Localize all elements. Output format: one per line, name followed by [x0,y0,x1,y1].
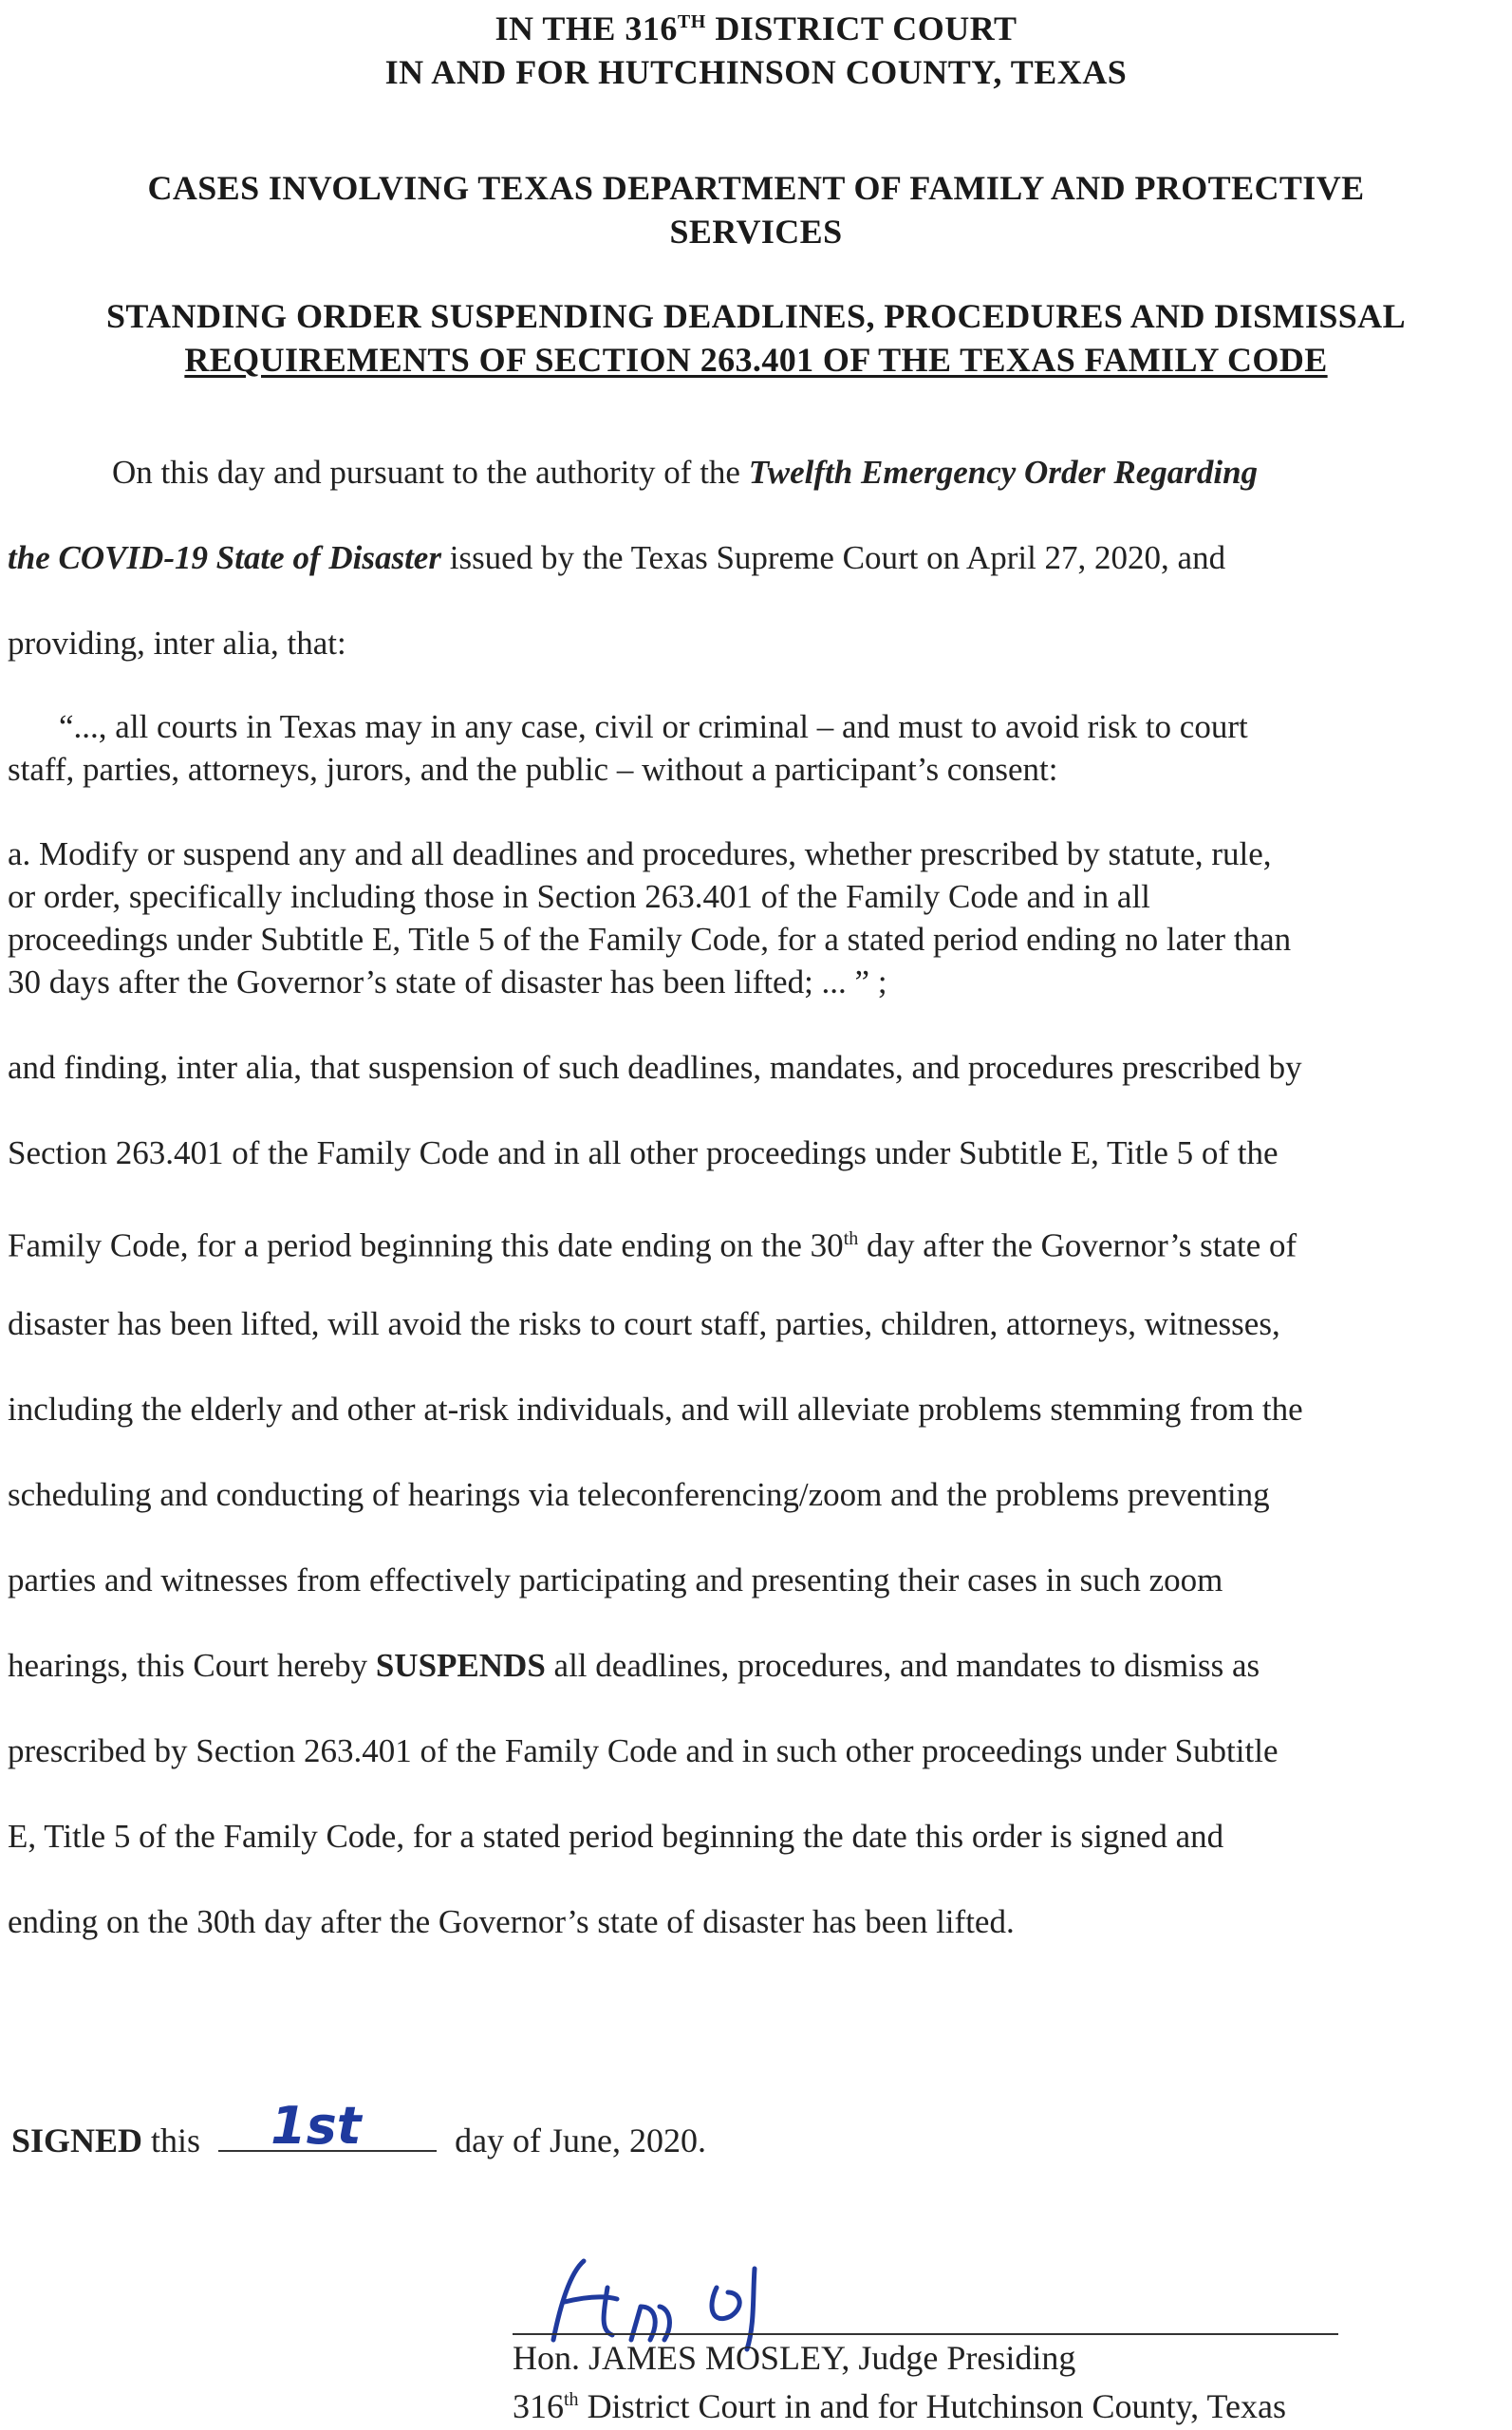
signed-date-line: SIGNED this 1st day of June, 2020. [11,2096,707,2159]
finding-line-4: disaster has been lifted, will avoid the risks to court staff, parties, children, attorneys, witnesses, [8,1305,1280,1342]
quote-item-a-line-3: proceedings under Subtitle E, Title 5 of the Family Code, for a stated period ending no later than [8,921,1292,958]
suspends-emphasis: SUSPENDS [375,1647,546,1684]
finding-line-8: hearings, this Court hereby SUSPENDS all deadlines, procedures, and mandates to dismiss as [8,1647,1260,1684]
judge-court: 316th District Court in and for Hutchinson County, Texas [513,2387,1286,2425]
finding-line-2: Section 263.401 of the Family Code and in all other proceedings under Subtitle E, Title 5 of the [8,1134,1279,1171]
cases-heading: CASES INVOLVING TEXAS DEPARTMENT OF FAMILY AND PROTECTIVE SERVICES [147,169,1365,251]
quote-line-2: staff, parties, attorneys, jurors, and the public – without a participant’s consent: [8,751,1058,788]
judge-name: Hon. JAMES MOSLEY, Judge Presiding [513,2339,1076,2377]
intro-line-1: On this day and pursuant to the authority of the Twelfth Emergency Order Regarding [112,454,1259,491]
finding-line-7: parties and witnesses from effectively participating and presenting their cases in such zoom [8,1561,1223,1598]
court-header-line-2: IN AND FOR HUTCHINSON COUNTY, TEXAS [384,53,1128,91]
finding-line-11: ending on the 30th day after the Governor’s state of disaster has been lifted. [8,1903,1015,1940]
quote-item-a-line-2: or order, specifically including those in Section 263.401 of the Family Code and in all [8,878,1150,915]
day-blank [218,2096,437,2156]
finding-line-5: including the elderly and other at-risk individuals, and will alleviate problems stemming from the [8,1391,1303,1428]
court-header [0,0,1512,94]
signature-rule [513,2333,1338,2335]
court-header-line-1: IN THE 316TH DISTRICT COURT [495,9,1017,47]
finding-line-9: prescribed by Section 263.401 of the Family Code and in such other proceedings under Subtitle [8,1732,1279,1769]
quote-line-1: “..., all courts in Texas may in any case, civil or criminal – and must to avoid risk to court [59,708,1248,745]
handwritten-day: 1st [271,2096,362,2156]
finding-line-3: Family Code, for a period beginning this date ending on the 30th day after the Governor’s state of [8,1226,1297,1264]
intro-line-2: the COVID-19 State of Disaster issued by the Texas Supreme Court on April 27, 2020, and [8,539,1226,576]
finding-line-10: E, Title 5 of the Family Code, for a stated period beginning the date this order is signed and [8,1818,1224,1855]
quote-item-a-line-1: a. Modify or suspend any and all deadlines and procedures, whether prescribed by statute, rule, [8,835,1272,872]
finding-line-1: and finding, inter alia, that suspension of such deadlines, mandates, and procedures prescribed by [8,1049,1302,1086]
finding-line-6: scheduling and conducting of hearings via teleconferencing/zoom and the problems preventing [8,1476,1270,1513]
order-title: STANDING ORDER SUSPENDING DEADLINES, PROCEDURES AND DISMISSAL REQUIREMENTS OF SECTION 263.401 OF THE TEXAS FAMILY CODE [106,297,1406,379]
intro-line-3: providing, inter alia, that: [8,625,346,662]
quote-item-a-line-4: 30 days after the Governor’s state of disaster has been lifted; ... ” ; [8,963,887,1000]
